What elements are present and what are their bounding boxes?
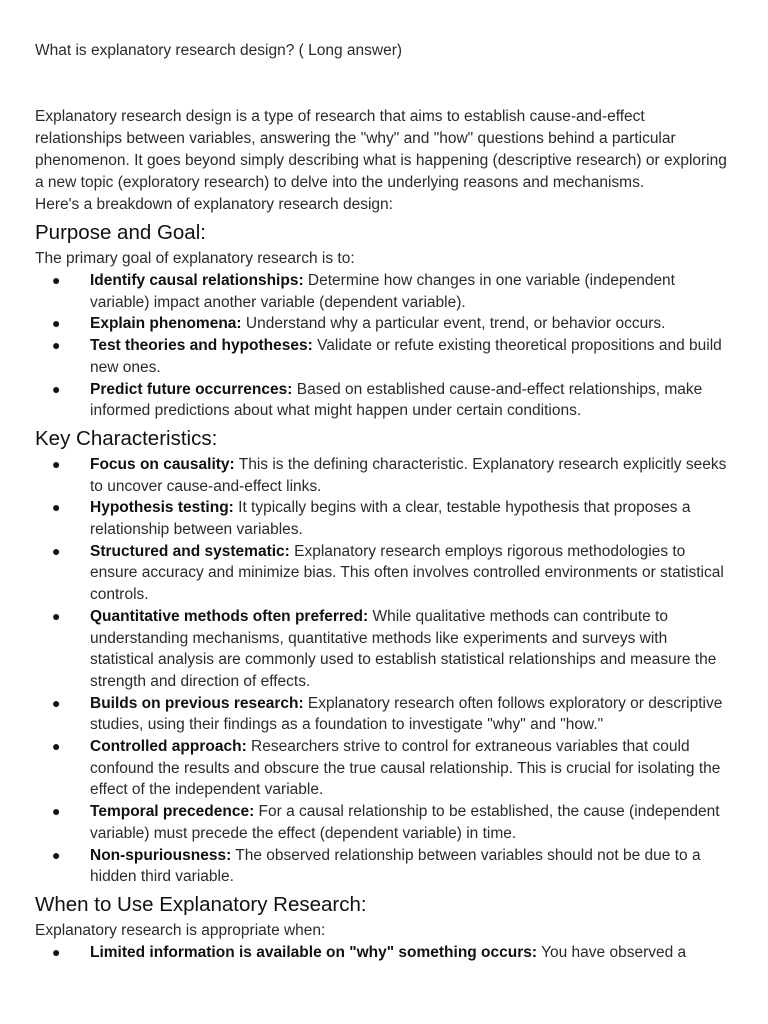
- bullet-icon: ●: [52, 315, 61, 332]
- list-item: ● Non-spuriousness: The observed relationship between variables should not be due to a hidden third variable.: [52, 846, 701, 886]
- list-item: ● Hypothesis testing: It typically begins with a clear, testable hypothesis that proposes a relationship between variables.: [52, 499, 691, 539]
- list-item: ● Explain phenomena: Understand why a particular event, trend, or behavior occurs.: [35, 313, 735, 335]
- list-item: ● Identify causal relationships: Determine how changes in one variable (independent variable) impact another variable (dependent variable).: [52, 272, 675, 311]
- section-heading-characteristics: Key Characteristics:: [35, 426, 218, 450]
- bullet-icon: ●: [52, 943, 61, 960]
- list-item: ● Temporal precedence: For a causal relationship to be established, the cause (independent variable) must precede the effect (dependent variable) in time.: [52, 803, 720, 842]
- bullet-icon: ●: [52, 380, 61, 397]
- section-heading-when-to-use: When to Use Explanatory Research:: [35, 892, 367, 916]
- question-title: What is explanatory research design? ( Long answer): [35, 42, 403, 59]
- list-item: ● Controlled approach: Researchers strive to control for extraneous variables that could confound the results and obscure the true causal relationship. This is crucial for isolating the effect of the independent variable.: [52, 738, 721, 799]
- list-item: ● Focus on causality: This is the defining characteristic. Explanatory research explicitly seeks to uncover cause-and-effect links.: [52, 455, 727, 495]
- document-body: [35, 106, 735, 964]
- bullet-icon: ●: [52, 455, 61, 472]
- intro-breakdown-line: Here's a breakdown of explanatory research design:: [35, 196, 393, 213]
- bullet-icon: ●: [52, 607, 61, 624]
- bullet-icon: ●: [52, 542, 61, 559]
- list-item: ● Quantitative methods often preferred: While qualitative methods can contribute to understanding mechanisms, quantitative methods like experiments and surveys with statistical analysis are commonly used to establish statistical relationships and measure the strength and direction of effects.: [52, 607, 717, 690]
- list-item: ● Builds on previous research: Explanatory research often follows exploratory or descriptive studies, using their findings as a foundation to investigate "why" and "how.": [52, 694, 723, 734]
- characteristics-list: [35, 454, 735, 888]
- purpose-list: [35, 270, 735, 422]
- bullet-icon: ●: [52, 803, 61, 820]
- section-heading-purpose: Purpose and Goal:: [35, 221, 206, 244]
- bullet-icon: ●: [52, 694, 61, 711]
- section-lead-when-to-use: Explanatory research is appropriate when:: [35, 921, 326, 939]
- list-item: ● Test theories and hypotheses: Validate or refute existing theoretical propositions and build new ones.: [52, 337, 722, 376]
- list-item: ● Predict future occurrences: Based on established cause-and-effect relationships, make informed predictions about what might happen under certain conditions.: [52, 380, 703, 420]
- list-item: ● Limited information is available on "why" something occurs: You have observed a: [35, 942, 735, 964]
- bullet-icon: ●: [52, 337, 61, 354]
- section-lead-purpose: The primary goal of explanatory research is to:: [35, 250, 355, 267]
- intro-paragraph: Explanatory research design is a type of research that aims to establish cause-and-effect relationships between variables, answering the "why" and "how" questions behind a particular phenomenon. It goes beyond simply describing what is happening (descriptive research) or exploring a new topic (exploratory research) to delve into the underlying reasons and mechanisms.: [35, 108, 727, 191]
- bullet-icon: ●: [52, 846, 61, 863]
- bullet-icon: ●: [52, 499, 61, 516]
- when-to-use-list: [35, 942, 735, 964]
- list-item: ● Structured and systematic: Explanatory research employs rigorous methodologies to ensure accuracy and minimize bias. This often involves controlled environments or statistical controls.: [52, 542, 724, 604]
- bullet-icon: ●: [52, 738, 61, 755]
- bullet-icon: ●: [52, 272, 61, 288]
